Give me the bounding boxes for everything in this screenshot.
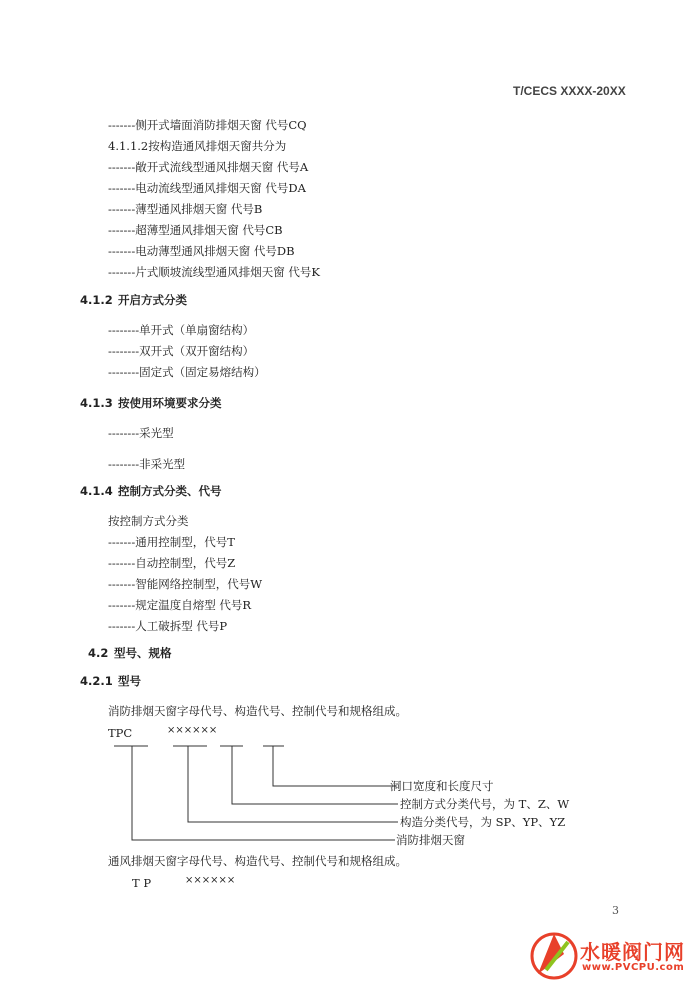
callout-leader — [188, 746, 398, 822]
list-item: -------自动控制型，代号Z — [108, 556, 236, 570]
section-number: 4.2 — [88, 646, 109, 660]
paragraph: 按控制方式分类 — [108, 514, 189, 528]
list-item: -------智能网络控制型，代号W — [108, 577, 263, 591]
text-line: -------薄型通风排烟天窗 代号B — [108, 202, 263, 216]
list-item: -------通用控制型，代号T — [108, 535, 235, 549]
text-line: -------电动流线型通风排烟天窗 代号DA — [108, 181, 306, 195]
list-item: --------单开式（单扇窗结构） — [108, 323, 255, 337]
watermark — [524, 924, 699, 985]
list-item: --------非采光型 — [108, 457, 186, 471]
section-title: 型号 — [118, 674, 141, 688]
callout-leader — [132, 746, 395, 840]
section-title: 控制方式分类、代号 — [118, 484, 222, 498]
section-title: 型号、规格 — [114, 646, 172, 660]
list-item: -------规定温度自熔型 代号R — [108, 598, 252, 612]
text-line: -------电动薄型通风排烟天窗 代号DB — [108, 244, 295, 258]
watermark-title: 水暖阀门网 — [580, 940, 685, 964]
section-number: 4.1.3 — [80, 396, 113, 410]
text-line: -------侧开式墙面消防排烟天窗 代号CQ — [108, 118, 307, 132]
model-prefix: TPC — [108, 726, 133, 740]
callout-leader — [273, 746, 396, 786]
text-line: -------片式顺坡流线型通风排烟天窗 代号K — [108, 265, 320, 279]
text-line: -------敞开式流线型通风排烟天窗 代号A — [108, 160, 309, 174]
model-placeholder: ×××××× — [185, 875, 236, 886]
list-item: --------双开式（双开窗结构） — [108, 344, 255, 358]
callout-label: 构造分类代号，为 SP、YP、YZ — [400, 815, 566, 829]
model-placeholder: ×××××× — [167, 725, 218, 736]
callout-label: 控制方式分类代号，为 T、Z、W — [400, 797, 570, 811]
section-number: 4.1.4 — [80, 484, 113, 498]
callout-label: 洞口宽度和长度尺寸 — [390, 779, 494, 793]
page-number: 3 — [612, 904, 619, 917]
section-title: 开启方式分类 — [118, 293, 187, 307]
text-line: 4.1.1.2按构造通风排烟天窗共分为 — [108, 139, 287, 153]
model-prefix: T P — [132, 876, 152, 890]
callout-label: 消防排烟天窗 — [396, 833, 465, 847]
list-item: --------采光型 — [108, 426, 174, 440]
paragraph: 通风排烟天窗字母代号、构造代号、控制代号和规格组成。 — [108, 854, 407, 868]
text-line: -------超薄型通风排烟天窗 代号CB — [108, 223, 283, 237]
watermark-url: www.PVCPU.com — [582, 962, 685, 973]
list-item: --------固定式（固定易熔结构） — [108, 365, 266, 379]
list-item: -------人工破拆型 代号P — [108, 619, 228, 633]
callout-leader — [232, 746, 398, 804]
watermark-logo-icon — [524, 924, 580, 985]
document-code: T/CECS XXXX-20XX — [513, 84, 626, 98]
paragraph: 消防排烟天窗字母代号、构造代号、控制代号和规格组成。 — [108, 704, 407, 718]
section-number: 4.2.1 — [80, 674, 113, 688]
section-number: 4.1.2 — [80, 293, 113, 307]
section-title: 按使用环境要求分类 — [118, 396, 222, 410]
